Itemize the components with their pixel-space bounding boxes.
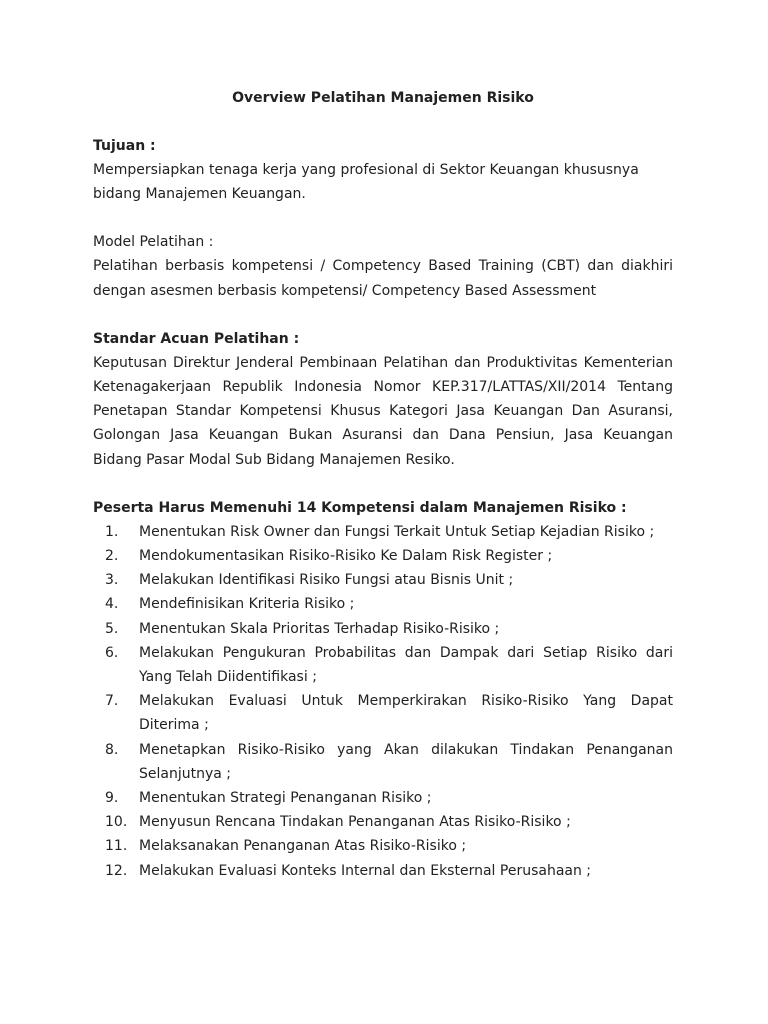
list-item-number: 8. xyxy=(105,741,119,758)
list-item-text: Melakukan Evaluasi Konteks Internal dan Eksternal Perusahaan ; xyxy=(139,862,592,879)
list-item-number: 4. xyxy=(105,596,119,613)
section-tujuan xyxy=(93,134,673,206)
list-item-number: 10. xyxy=(105,814,128,831)
list-item-number: 11. xyxy=(105,838,128,855)
list-item-number: 12. xyxy=(105,862,128,879)
competency-list xyxy=(93,520,673,883)
model-heading: Model Pelatihan : xyxy=(93,234,214,251)
list-item-text: Melakukan Pengukuran Probabilitas dan Dampak dari Setiap Risiko dari Yang Telah Diidentifikasi ; xyxy=(139,644,673,686)
list-item-text: Menyusun Rencana Tindakan Penanganan Atas Risiko-Risiko ; xyxy=(139,814,571,831)
peserta-heading: Peserta Harus Memenuhi 14 Kompetensi dalam Manajemen Risiko : xyxy=(93,499,627,516)
list-item-number: 7. xyxy=(105,693,119,710)
section-model xyxy=(93,230,673,302)
list-item-text: Menentukan Risk Owner dan Fungsi Terkait Untuk Setiap Kejadian Risiko ; xyxy=(139,523,655,540)
list-item xyxy=(93,520,673,544)
document-page xyxy=(93,86,673,883)
list-item xyxy=(93,641,673,689)
standar-text: Keputusan Direktur Jenderal Pembinaan Pelatihan dan Produktivitas Kementerian Ketenagakerjaan Republik Indonesia Nomor KEP.317/LATTAS/XII/2014 Tentang Penetapan Standar Kompetensi Khusus Kategori Jasa Keuangan Dan Asuransi, Golongan Jasa Keuangan Bukan Asuransi dan Dana Pensiun, Jasa Keuangan Bidang Pasar Modal Sub Bidang Manajemen Resiko. xyxy=(93,354,673,468)
list-item-number: 6. xyxy=(105,644,119,661)
standar-heading: Standar Acuan Pelatihan : xyxy=(93,330,300,347)
model-text: Pelatihan berbasis kompetensi / Competency Based Training (CBT) dan diakhiri dengan asesmen berbasis kompetensi/ Competency Based Assessment xyxy=(93,258,673,299)
list-item-text: Menetapkan Risiko-Risiko yang Akan dilakukan Tindakan Penanganan Selanjutnya ; xyxy=(139,741,673,782)
list-item-text: Melakukan Identifikasi Risiko Fungsi atau Bisnis Unit ; xyxy=(139,572,514,589)
list-item-number: 5. xyxy=(105,620,119,637)
list-item xyxy=(93,786,673,810)
list-item xyxy=(93,617,673,641)
list-item xyxy=(93,810,673,834)
list-item xyxy=(93,544,673,568)
list-item-number: 3. xyxy=(105,572,119,589)
section-standar xyxy=(93,327,673,472)
list-item xyxy=(93,592,673,616)
list-item-number: 9. xyxy=(105,790,119,807)
section-peserta xyxy=(93,496,673,883)
list-item xyxy=(93,859,673,883)
list-item-number: 2. xyxy=(105,548,119,565)
tujuan-text: Mempersiapkan tenaga kerja yang profesional di Sektor Keuangan khususnya bidang Manajemen Keuangan. xyxy=(93,162,639,203)
list-item-text: Menentukan Strategi Penanganan Risiko ; xyxy=(139,790,432,807)
list-item xyxy=(93,834,673,858)
list-item xyxy=(93,689,673,737)
list-item-text: Mendefinisikan Kriteria Risiko ; xyxy=(139,596,355,613)
tujuan-heading: Tujuan : xyxy=(93,138,156,154)
list-item-text: Melaksanakan Penanganan Atas Risiko-Risiko ; xyxy=(139,838,467,855)
list-item-number: 1. xyxy=(105,523,119,540)
list-item-text: Menentukan Skala Prioritas Terhadap Risiko-Risiko ; xyxy=(139,620,500,637)
list-item xyxy=(93,738,673,786)
list-item xyxy=(93,568,673,592)
document-title: Overview Pelatihan Manajemen Risiko xyxy=(232,90,534,106)
list-item-text: Mendokumentasikan Risiko-Risiko Ke Dalam Risk Register ; xyxy=(139,548,553,565)
list-item-text: Melakukan Evaluasi Untuk Memperkirakan Risiko-Risiko Yang Dapat Diterima ; xyxy=(139,693,673,734)
